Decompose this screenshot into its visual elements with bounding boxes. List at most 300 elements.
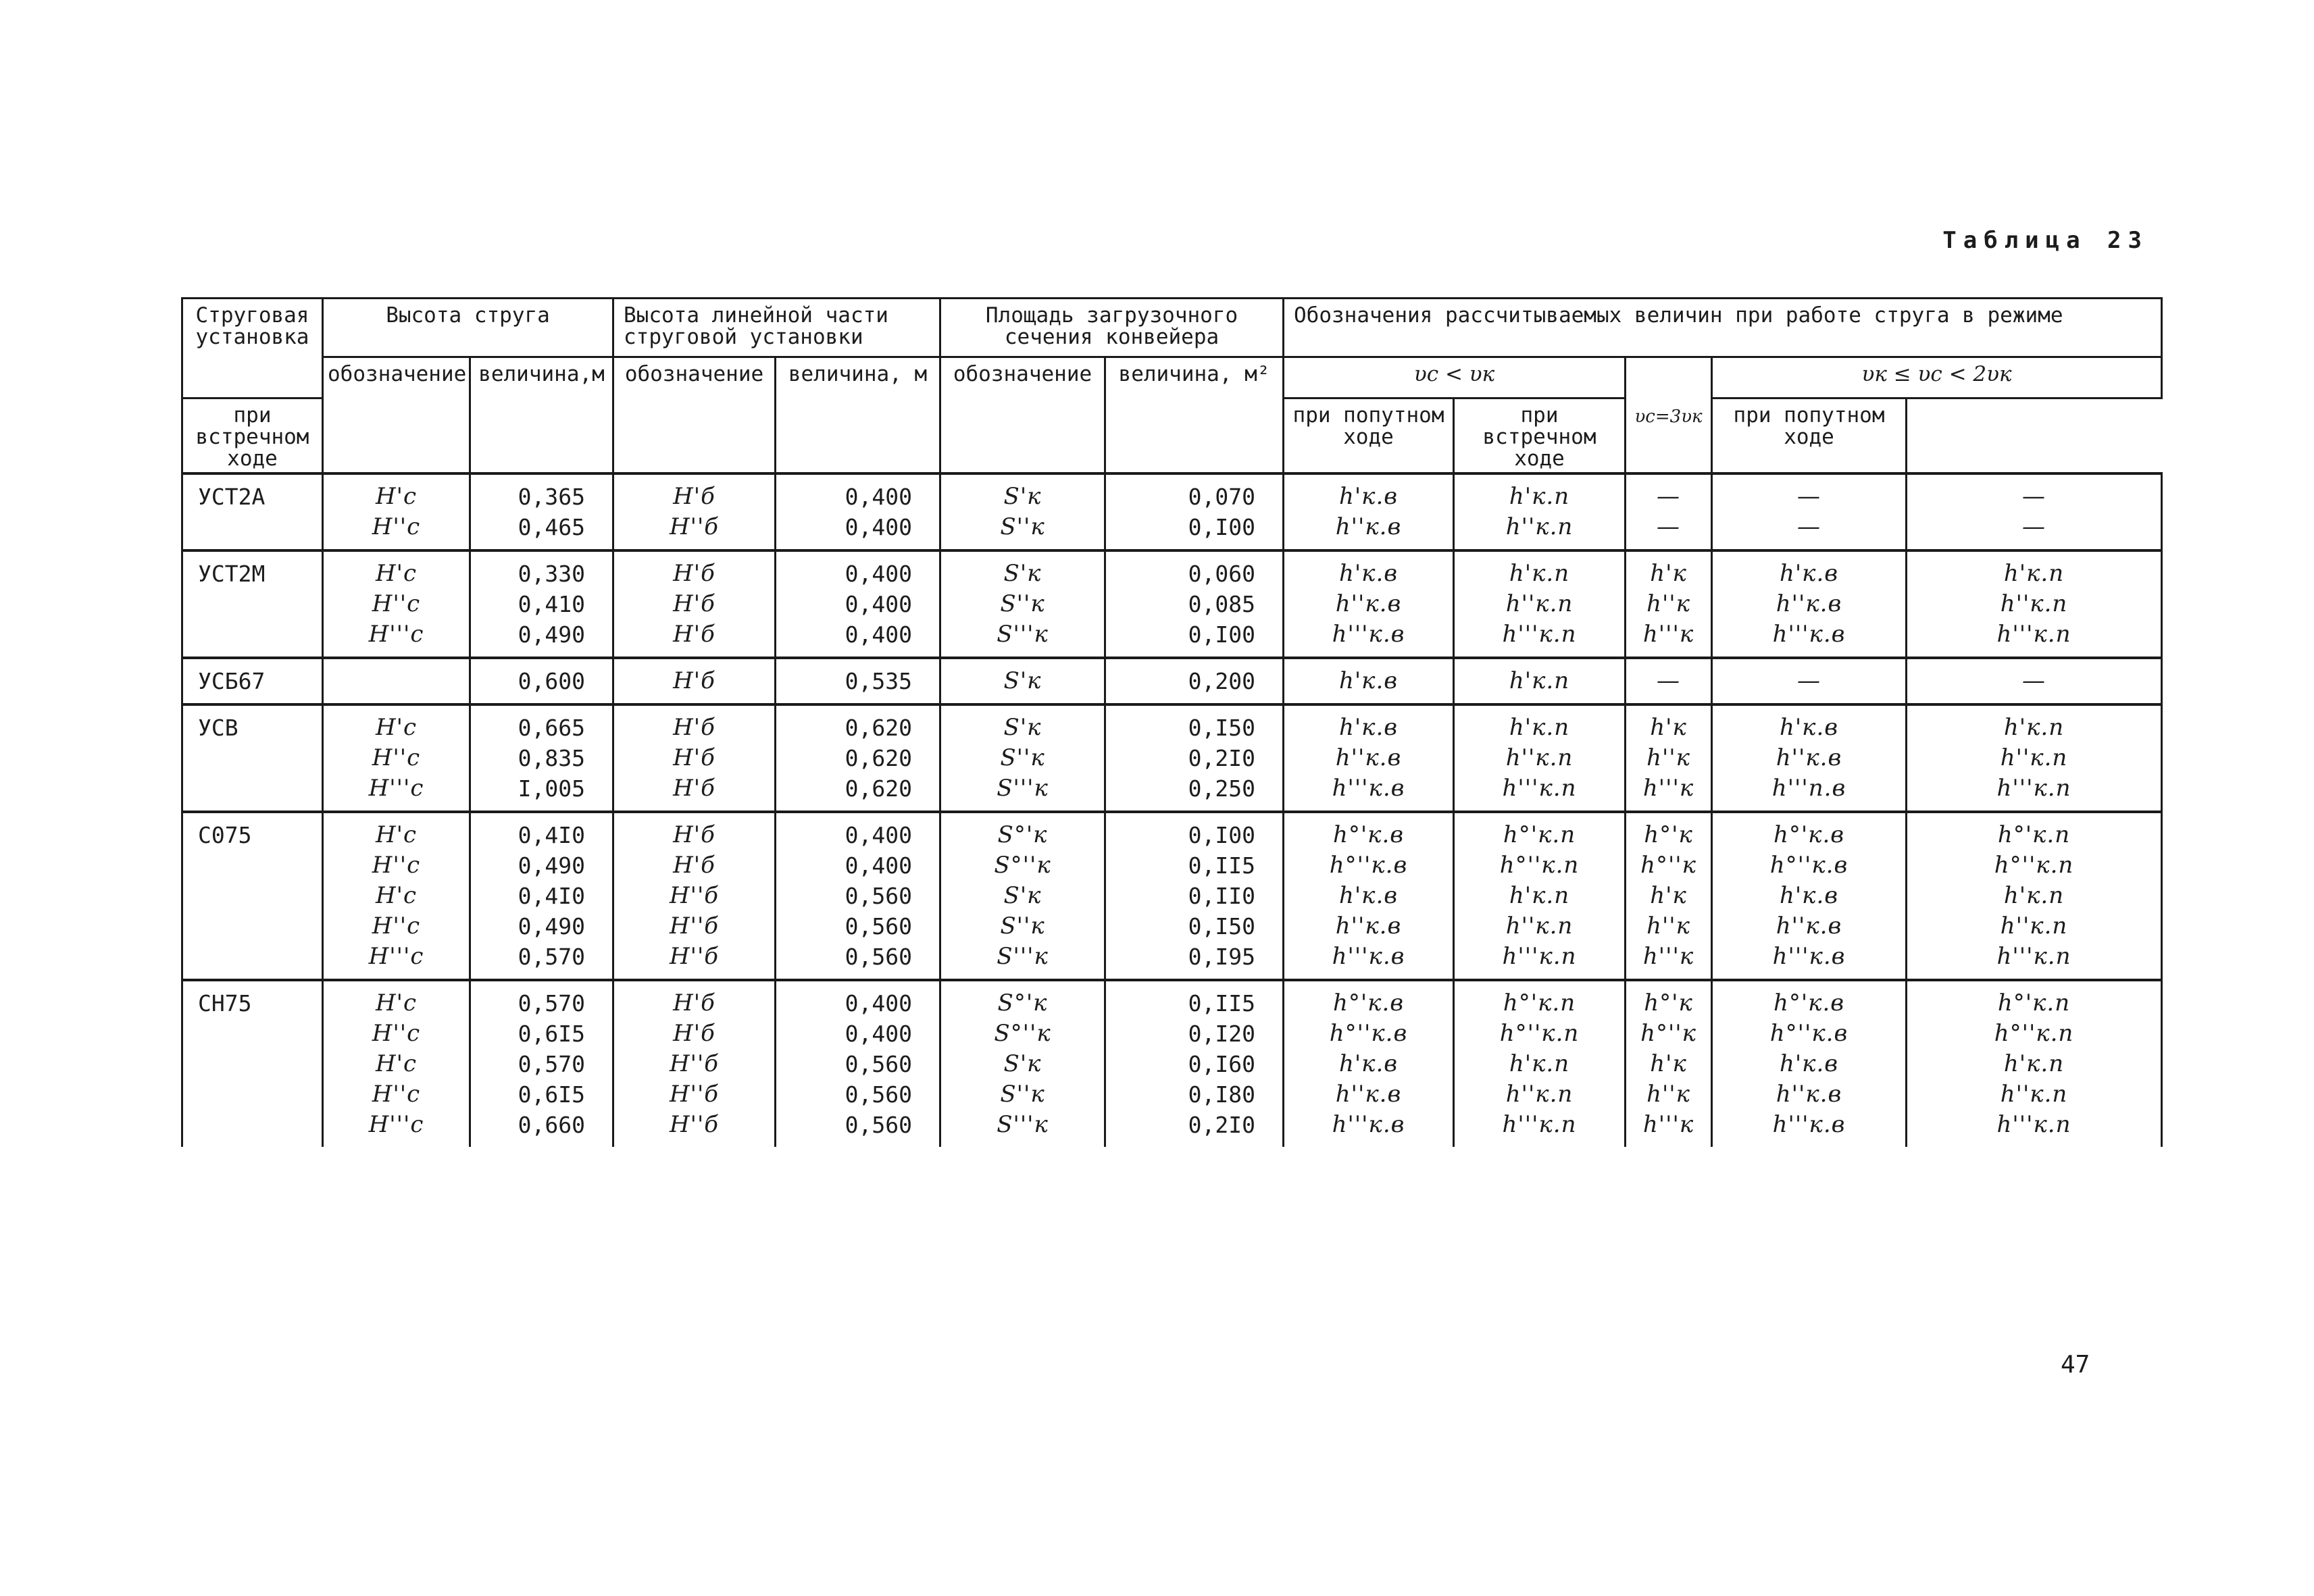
area-symbol-cell [940, 658, 1105, 704]
mode1-counter-symbol: h''к.в [1335, 1081, 1402, 1108]
area-symbol: S''к [1000, 1081, 1045, 1108]
mode1-along-symbol-cell [1454, 473, 1626, 550]
mode1-counter-symbol-cell [1284, 658, 1454, 704]
mode3-counter-symbol: h°''к.в [1769, 852, 1848, 879]
linear-height-value: 0,620 [845, 745, 913, 771]
area-symbol: S°'к [997, 821, 1048, 848]
mode1-along-symbol: h'к.п [1509, 714, 1570, 741]
linear-height-symbol: H'б [673, 989, 715, 1016]
plow-height-symbol: H'''с [368, 775, 424, 802]
area-symbol-cell [940, 980, 1105, 1147]
linear-height-symbol: H'б [673, 744, 715, 771]
table-caption: Таблица 23 [1942, 227, 2148, 254]
mode1-along-symbol: h°''к.п [1499, 852, 1580, 879]
linear-height-value-cell [776, 704, 940, 812]
area-value: 0,I80 [1188, 1081, 1256, 1108]
plow-height-value-cell [470, 812, 613, 980]
mode3-along-symbol-cell [1907, 980, 2162, 1147]
mode1-along-symbol: h''к.п [1505, 513, 1574, 540]
mode1-counter-symbol: h'к.в [1338, 714, 1399, 741]
area-value: 0,085 [1188, 591, 1256, 617]
mode3-counter-symbol: h'''к.в [1772, 1111, 1846, 1138]
plow-height-symbol: H''с [372, 852, 421, 879]
mode3-counter-symbol-cell [1712, 658, 1907, 704]
header-mode2: υс=3υк [1626, 357, 1712, 474]
linear-height-value: 0,620 [845, 775, 913, 802]
plow-height-symbol: H''с [372, 513, 421, 540]
plow-height-symbol: H''с [372, 1081, 421, 1108]
linear-height-value-cell [776, 550, 940, 658]
header-mode1: υс < υк [1284, 357, 1626, 398]
table-row [182, 550, 2162, 658]
mode2-symbol-cell [1626, 550, 1712, 658]
plow-height-value: 0,6I5 [518, 1081, 586, 1108]
header-s-value: величина, м² [1105, 357, 1284, 474]
mode2-symbol: h'к [1650, 1050, 1687, 1077]
plow-height-symbol: H'с [375, 1050, 418, 1077]
installation-name: СН75 [182, 980, 323, 1147]
plow-height-symbol-cell [323, 980, 470, 1147]
mode2-symbol: — [1657, 483, 1681, 510]
area-symbol-cell [940, 812, 1105, 980]
mode3-along-symbol: h°'к.п [1997, 821, 2071, 848]
mode1-along-symbol: h''к.п [1505, 1081, 1574, 1108]
plow-height-symbol: H'с [375, 989, 418, 1016]
linear-height-value: 0,400 [845, 1021, 913, 1047]
linear-height-symbol: H''б [669, 1050, 720, 1077]
mode2-symbol: h'''к [1642, 775, 1694, 802]
area-value: 0,2I0 [1188, 1112, 1256, 1138]
mode2-symbol: h''к [1646, 744, 1690, 771]
header-modes-title: Обозначения рассчитываемых величин при работе струга в режиме [1284, 299, 2162, 357]
mode1-counter-symbol: h'''к.в [1332, 1111, 1405, 1138]
linear-height-value: 0,400 [845, 990, 913, 1016]
mode1-counter-symbol: h'к.в [1338, 483, 1399, 510]
area-value: 0,I50 [1188, 913, 1256, 939]
plow-height-symbol: H''с [372, 1020, 421, 1047]
plow-height-symbol: H'''с [368, 943, 424, 970]
mode3-counter-symbol: h'''к.в [1772, 621, 1846, 648]
header-linear-part-height: Высота линейной части струговой установки [613, 299, 940, 357]
mode2-symbol: h'''к [1642, 1111, 1694, 1138]
linear-height-symbol: H''б [669, 882, 720, 909]
area-symbol: S'к [1003, 882, 1042, 909]
plow-height-value-cell [470, 550, 613, 658]
mode3-along-symbol: h''к.п [2000, 1081, 2068, 1108]
plow-height-value: 0,570 [518, 944, 586, 970]
mode1-counter-symbol-cell [1284, 812, 1454, 980]
mode3-along-symbol: h'к.п [2003, 882, 2065, 909]
header-installation: Струговая установка [182, 299, 323, 398]
area-symbol: S'''к [997, 775, 1049, 802]
mode3-counter-symbol: h'к.в [1779, 714, 1839, 741]
linear-height-value-cell [776, 473, 940, 550]
header-hb-designation: обозначение [613, 357, 776, 474]
plow-height-value-cell [470, 658, 613, 704]
mode3-along-symbol: — [2022, 483, 2046, 510]
table-row [182, 704, 2162, 812]
linear-height-value-cell [776, 980, 940, 1147]
area-symbol: S'''к [997, 1111, 1049, 1138]
mode2-symbol-cell [1626, 658, 1712, 704]
plow-height-value-cell [470, 473, 613, 550]
mode3-counter-symbol: h''к.в [1776, 1081, 1842, 1108]
area-value-cell [1105, 550, 1284, 658]
area-symbol: S'к [1003, 667, 1042, 694]
linear-height-symbol-cell [613, 550, 776, 658]
header-s-designation: обозначение [940, 357, 1105, 474]
mode1-counter-symbol: h°'к.в [1332, 989, 1405, 1016]
linear-height-value: 0,400 [845, 561, 913, 587]
mode3-along-symbol: — [2022, 667, 2046, 694]
mode1-counter-symbol: h'''к.в [1332, 775, 1405, 802]
mode1-counter-symbol-cell [1284, 473, 1454, 550]
plow-height-value-cell [470, 704, 613, 812]
mode3-counter-symbol: h'к.в [1779, 882, 1839, 909]
mode1-along-symbol: h'к.п [1509, 882, 1570, 909]
plow-height-value: 0,835 [518, 745, 586, 771]
header-loading-area: Площадь загрузочного сечения конвейера [940, 299, 1284, 357]
linear-height-symbol: H'б [673, 483, 715, 510]
mode1-counter-symbol: h''к.в [1335, 912, 1402, 939]
area-symbol: S'к [1003, 560, 1042, 587]
mode3-counter-symbol: h°''к.в [1769, 1020, 1848, 1047]
linear-height-symbol: H''б [669, 943, 720, 970]
mode2-symbol: — [1657, 513, 1681, 540]
mode2-symbol-cell [1626, 980, 1712, 1147]
linear-height-value: 0,400 [845, 822, 913, 848]
area-value: 0,II5 [1188, 852, 1256, 879]
mode1-counter-symbol-cell [1284, 550, 1454, 658]
mode3-along-symbol: h''к.п [2000, 744, 2068, 771]
mode2-symbol-cell [1626, 812, 1712, 980]
linear-height-value: 0,400 [845, 591, 913, 617]
area-value-cell [1105, 473, 1284, 550]
mode3-counter-symbol-cell [1712, 473, 1907, 550]
plow-height-value: 0,330 [518, 561, 586, 587]
mode3-along-symbol: h°''к.п [1994, 1020, 2074, 1047]
mode2-symbol: — [1657, 667, 1681, 694]
mode2-symbol: h''к [1646, 590, 1690, 617]
mode1-along-symbol: h'''к.п [1502, 775, 1577, 802]
plow-height-symbol-cell [323, 658, 470, 704]
mode2-symbol: h'к [1650, 882, 1687, 909]
installation-name: С075 [182, 812, 323, 980]
linear-height-symbol: H'б [673, 852, 715, 879]
plow-height-symbol: H'с [375, 483, 418, 510]
mode3-along-symbol: h''к.п [2000, 590, 2068, 617]
mode3-counter-symbol: h°'к.в [1773, 821, 1845, 848]
mode1-along-symbol: h'к.п [1509, 667, 1570, 694]
mode1-along-symbol-cell [1454, 812, 1626, 980]
mode2-symbol: h°'к [1644, 821, 1693, 848]
mode3-along-symbol-cell [1907, 658, 2162, 704]
linear-height-symbol: H'б [673, 714, 715, 741]
mode3-counter-symbol-cell [1712, 812, 1907, 980]
plow-height-value: 0,490 [518, 852, 586, 879]
area-symbol: S''к [1000, 590, 1045, 617]
plow-height-value-cell [470, 980, 613, 1147]
mode3-counter-symbol-cell [1712, 980, 1907, 1147]
mode3-along-symbol-cell [1907, 473, 2162, 550]
installation-name: УСТ2А [182, 473, 323, 550]
area-symbol: S'''к [997, 621, 1049, 648]
mode2-symbol: h°''к [1640, 852, 1696, 879]
linear-height-value: 0,560 [845, 1081, 913, 1108]
header-hc-designation: обозначение [323, 357, 470, 474]
plow-height-value: 0,6I5 [518, 1021, 586, 1047]
plow-height-symbol-cell [323, 550, 470, 658]
plow-height-value: 0,410 [518, 591, 586, 617]
plow-height-value: 0,600 [518, 668, 586, 694]
mode3-counter-symbol: — [1797, 667, 1821, 694]
mode3-along-symbol: h'к.п [2003, 560, 2065, 587]
mode2-symbol-cell [1626, 473, 1712, 550]
mode3-along-symbol: h'''к.п [1996, 775, 2071, 802]
linear-height-value: 0,400 [845, 484, 913, 510]
mode1-counter-symbol: h'к.в [1338, 667, 1399, 694]
installation-name: УСБ67 [182, 658, 323, 704]
mode1-counter-symbol: h°''к.в [1329, 852, 1408, 879]
page-number: 47 [2061, 1351, 2090, 1379]
mode3-counter-symbol-cell [1712, 550, 1907, 658]
header-hb-value: величина, м [776, 357, 940, 474]
header-mode1-counter: при встречном ходе [182, 398, 323, 474]
area-value: 0,I20 [1188, 1021, 1256, 1047]
mode2-symbol-cell [1626, 704, 1712, 812]
mode1-along-symbol: h'''к.п [1502, 621, 1577, 648]
mode3-along-symbol-cell [1907, 812, 2162, 980]
area-symbol: S'к [1003, 714, 1042, 741]
mode1-along-symbol: h''к.п [1505, 590, 1574, 617]
linear-height-value: 0,400 [845, 852, 913, 879]
linear-height-symbol-cell [613, 812, 776, 980]
mode3-counter-symbol: — [1797, 483, 1821, 510]
mode1-counter-symbol: h''к.в [1335, 744, 1402, 771]
linear-height-value: 0,535 [845, 668, 913, 694]
linear-height-value: 0,400 [845, 514, 913, 540]
mode1-along-symbol: h°'к.п [1503, 989, 1576, 1016]
mode2-symbol: h'к [1650, 714, 1687, 741]
mode3-counter-symbol: h'''п.в [1771, 775, 1846, 802]
mode1-along-symbol: h'''к.п [1502, 943, 1577, 970]
plow-height-symbol: H'с [375, 821, 418, 848]
area-value-cell [1105, 980, 1284, 1147]
mode3-counter-symbol: h''к.в [1776, 744, 1842, 771]
installation-name: УСТ2М [182, 550, 323, 658]
mode1-along-symbol: h°''к.п [1499, 1020, 1580, 1047]
mode3-along-symbol: h°'к.п [1997, 989, 2071, 1016]
plow-height-symbol: H'с [375, 882, 418, 909]
area-value: 0,I00 [1188, 822, 1256, 848]
header-mode3-along: при попутном ходе [1712, 398, 1907, 474]
mode1-along-symbol-cell [1454, 658, 1626, 704]
header-mode3-counter: при встречном ходе [1454, 398, 1626, 474]
plow-height-symbol-cell [323, 473, 470, 550]
mode3-counter-symbol: h''к.в [1776, 912, 1842, 939]
mode3-along-symbol: h°''к.п [1994, 852, 2074, 879]
installation-name: УСВ [182, 704, 323, 812]
mode1-along-symbol: h'к.п [1509, 560, 1570, 587]
area-symbol: S''к [1000, 744, 1045, 771]
table-row [182, 980, 2162, 1147]
area-symbol-cell [940, 704, 1105, 812]
mode3-counter-symbol: — [1797, 513, 1821, 540]
linear-height-value: 0,560 [845, 1112, 913, 1138]
mode1-along-symbol: h'к.п [1509, 483, 1570, 510]
plow-height-value: 0,665 [518, 715, 586, 741]
area-symbol: S'''к [997, 943, 1049, 970]
area-symbol: S°''к [994, 852, 1051, 879]
plow-height-symbol: H''с [372, 590, 421, 617]
linear-height-symbol: H'б [673, 775, 715, 802]
linear-height-symbol-cell [613, 980, 776, 1147]
area-symbol: S'к [1003, 483, 1042, 510]
linear-height-symbol: H'б [673, 621, 715, 648]
plow-height-symbol-cell [323, 704, 470, 812]
mode1-along-symbol-cell [1454, 704, 1626, 812]
mode1-counter-symbol: h'''к.в [1332, 621, 1405, 648]
mode3-along-symbol: h'''к.п [1996, 943, 2071, 970]
area-symbol: S''к [1000, 912, 1045, 939]
table-row [182, 812, 2162, 980]
plow-height-value: 0,660 [518, 1112, 586, 1138]
linear-height-value: 0,620 [845, 715, 913, 741]
mode3-counter-symbol: h''к.в [1776, 590, 1842, 617]
mode1-counter-symbol: h'к.в [1338, 560, 1399, 587]
mode1-counter-symbol: h°''к.в [1329, 1020, 1408, 1047]
plow-height-value: 0,570 [518, 1051, 586, 1077]
linear-height-symbol-cell [613, 658, 776, 704]
linear-height-symbol-cell [613, 473, 776, 550]
mode1-counter-symbol: h°'к.в [1332, 821, 1405, 848]
mode1-counter-symbol: h''к.в [1335, 513, 1402, 540]
mode2-symbol: h''к [1646, 1081, 1690, 1108]
header-plow-height: Высота струга [323, 299, 613, 357]
area-symbol: S''к [1000, 513, 1045, 540]
linear-height-symbol-cell [613, 704, 776, 812]
plow-height-symbol: H'с [375, 714, 418, 741]
linear-height-symbol: H''б [669, 513, 720, 540]
header-mode3: υк ≤ υс < 2υк [1712, 357, 2162, 398]
plow-height-value: 0,490 [518, 621, 586, 648]
area-value: 0,I95 [1188, 944, 1256, 970]
area-value-cell [1105, 704, 1284, 812]
area-value: 0,I00 [1188, 621, 1256, 648]
mode1-along-symbol: h'к.п [1509, 1050, 1570, 1077]
plow-height-value: 0,490 [518, 913, 586, 939]
mode1-along-symbol: h''к.п [1505, 912, 1574, 939]
area-value: 0,060 [1188, 561, 1256, 587]
mode3-along-symbol: h'''к.п [1996, 621, 2071, 648]
area-symbol: S'к [1003, 1050, 1042, 1077]
area-value: 0,I50 [1188, 715, 1256, 741]
linear-height-value-cell [776, 658, 940, 704]
mode3-along-symbol: — [2022, 513, 2046, 540]
linear-height-value: 0,560 [845, 944, 913, 970]
linear-height-value: 0,560 [845, 1051, 913, 1077]
linear-height-symbol: H'б [673, 1020, 715, 1047]
plow-height-value: 0,365 [518, 484, 586, 510]
table-row [182, 473, 2162, 550]
area-value: 0,200 [1188, 668, 1256, 694]
plow-height-symbol: H'''с [368, 621, 424, 648]
plow-height-value: 0,4I0 [518, 822, 586, 848]
header-mode1-along: при попутном ходе [1284, 398, 1454, 474]
mode2-symbol: h'к [1650, 560, 1687, 587]
linear-height-symbol: H''б [669, 1081, 720, 1108]
mode3-counter-symbol: h°'к.в [1773, 989, 1845, 1016]
area-value-cell [1105, 658, 1284, 704]
mode2-symbol: h''к [1646, 912, 1690, 939]
area-value: 0,I00 [1188, 514, 1256, 540]
mode1-counter-symbol-cell [1284, 980, 1454, 1147]
table-body [182, 473, 2162, 1147]
mode3-counter-symbol: h'к.в [1779, 560, 1839, 587]
area-value: 0,II5 [1188, 990, 1256, 1016]
mode3-along-symbol-cell [1907, 704, 2162, 812]
mode2-symbol: h'''к [1642, 621, 1694, 648]
plow-height-value: 0,4I0 [518, 883, 586, 909]
mode1-counter-symbol-cell [1284, 704, 1454, 812]
mode2-symbol: h°''к [1640, 1020, 1696, 1047]
mode1-along-symbol-cell [1454, 980, 1626, 1147]
area-value: 0,2I0 [1188, 745, 1256, 771]
mode1-counter-symbol: h''к.в [1335, 590, 1402, 617]
plow-parameters-table [181, 297, 2163, 1147]
mode3-along-symbol: h''к.п [2000, 912, 2068, 939]
mode1-along-symbol-cell [1454, 550, 1626, 658]
linear-height-symbol: H'б [673, 821, 715, 848]
area-value: 0,070 [1188, 484, 1256, 510]
mode2-symbol: h'''к [1642, 943, 1694, 970]
linear-height-value-cell [776, 812, 940, 980]
linear-height-value: 0,560 [845, 913, 913, 939]
area-value-cell [1105, 812, 1284, 980]
area-symbol-cell [940, 550, 1105, 658]
mode2-symbol: h°'к [1644, 989, 1693, 1016]
mode3-along-symbol-cell [1907, 550, 2162, 658]
linear-height-symbol: H'б [673, 560, 715, 587]
mode1-counter-symbol: h'''к.в [1332, 943, 1405, 970]
mode1-along-symbol: h'''к.п [1502, 1111, 1577, 1138]
mode3-counter-symbol-cell [1712, 704, 1907, 812]
mode3-along-symbol: h'к.п [2003, 1050, 2065, 1077]
plow-height-symbol-cell [323, 812, 470, 980]
mode3-counter-symbol: h'к.в [1779, 1050, 1839, 1077]
mode1-along-symbol: h''к.п [1505, 744, 1574, 771]
mode1-along-symbol: h°'к.п [1503, 821, 1576, 848]
area-value: 0,I60 [1188, 1051, 1256, 1077]
area-value: 0,II0 [1188, 883, 1256, 909]
mode3-along-symbol: h'''к.п [1996, 1111, 2071, 1138]
area-value: 0,250 [1188, 775, 1256, 802]
plow-height-symbol: H'с [375, 560, 418, 587]
header-hc-value: величина,м [470, 357, 613, 474]
linear-height-symbol: H''б [669, 1111, 720, 1138]
table-row [182, 658, 2162, 704]
plow-height-symbol: H''с [372, 912, 421, 939]
area-symbol-cell [940, 473, 1105, 550]
plow-height-value: 0,465 [518, 514, 586, 540]
mode1-counter-symbol: h'к.в [1338, 882, 1399, 909]
plow-height-symbol: H''с [372, 744, 421, 771]
mode1-counter-symbol: h'к.в [1338, 1050, 1399, 1077]
area-symbol: S°'к [997, 989, 1048, 1016]
linear-height-value: 0,400 [845, 621, 913, 648]
linear-height-symbol: H'б [673, 590, 715, 617]
area-symbol: S°''к [994, 1020, 1051, 1047]
